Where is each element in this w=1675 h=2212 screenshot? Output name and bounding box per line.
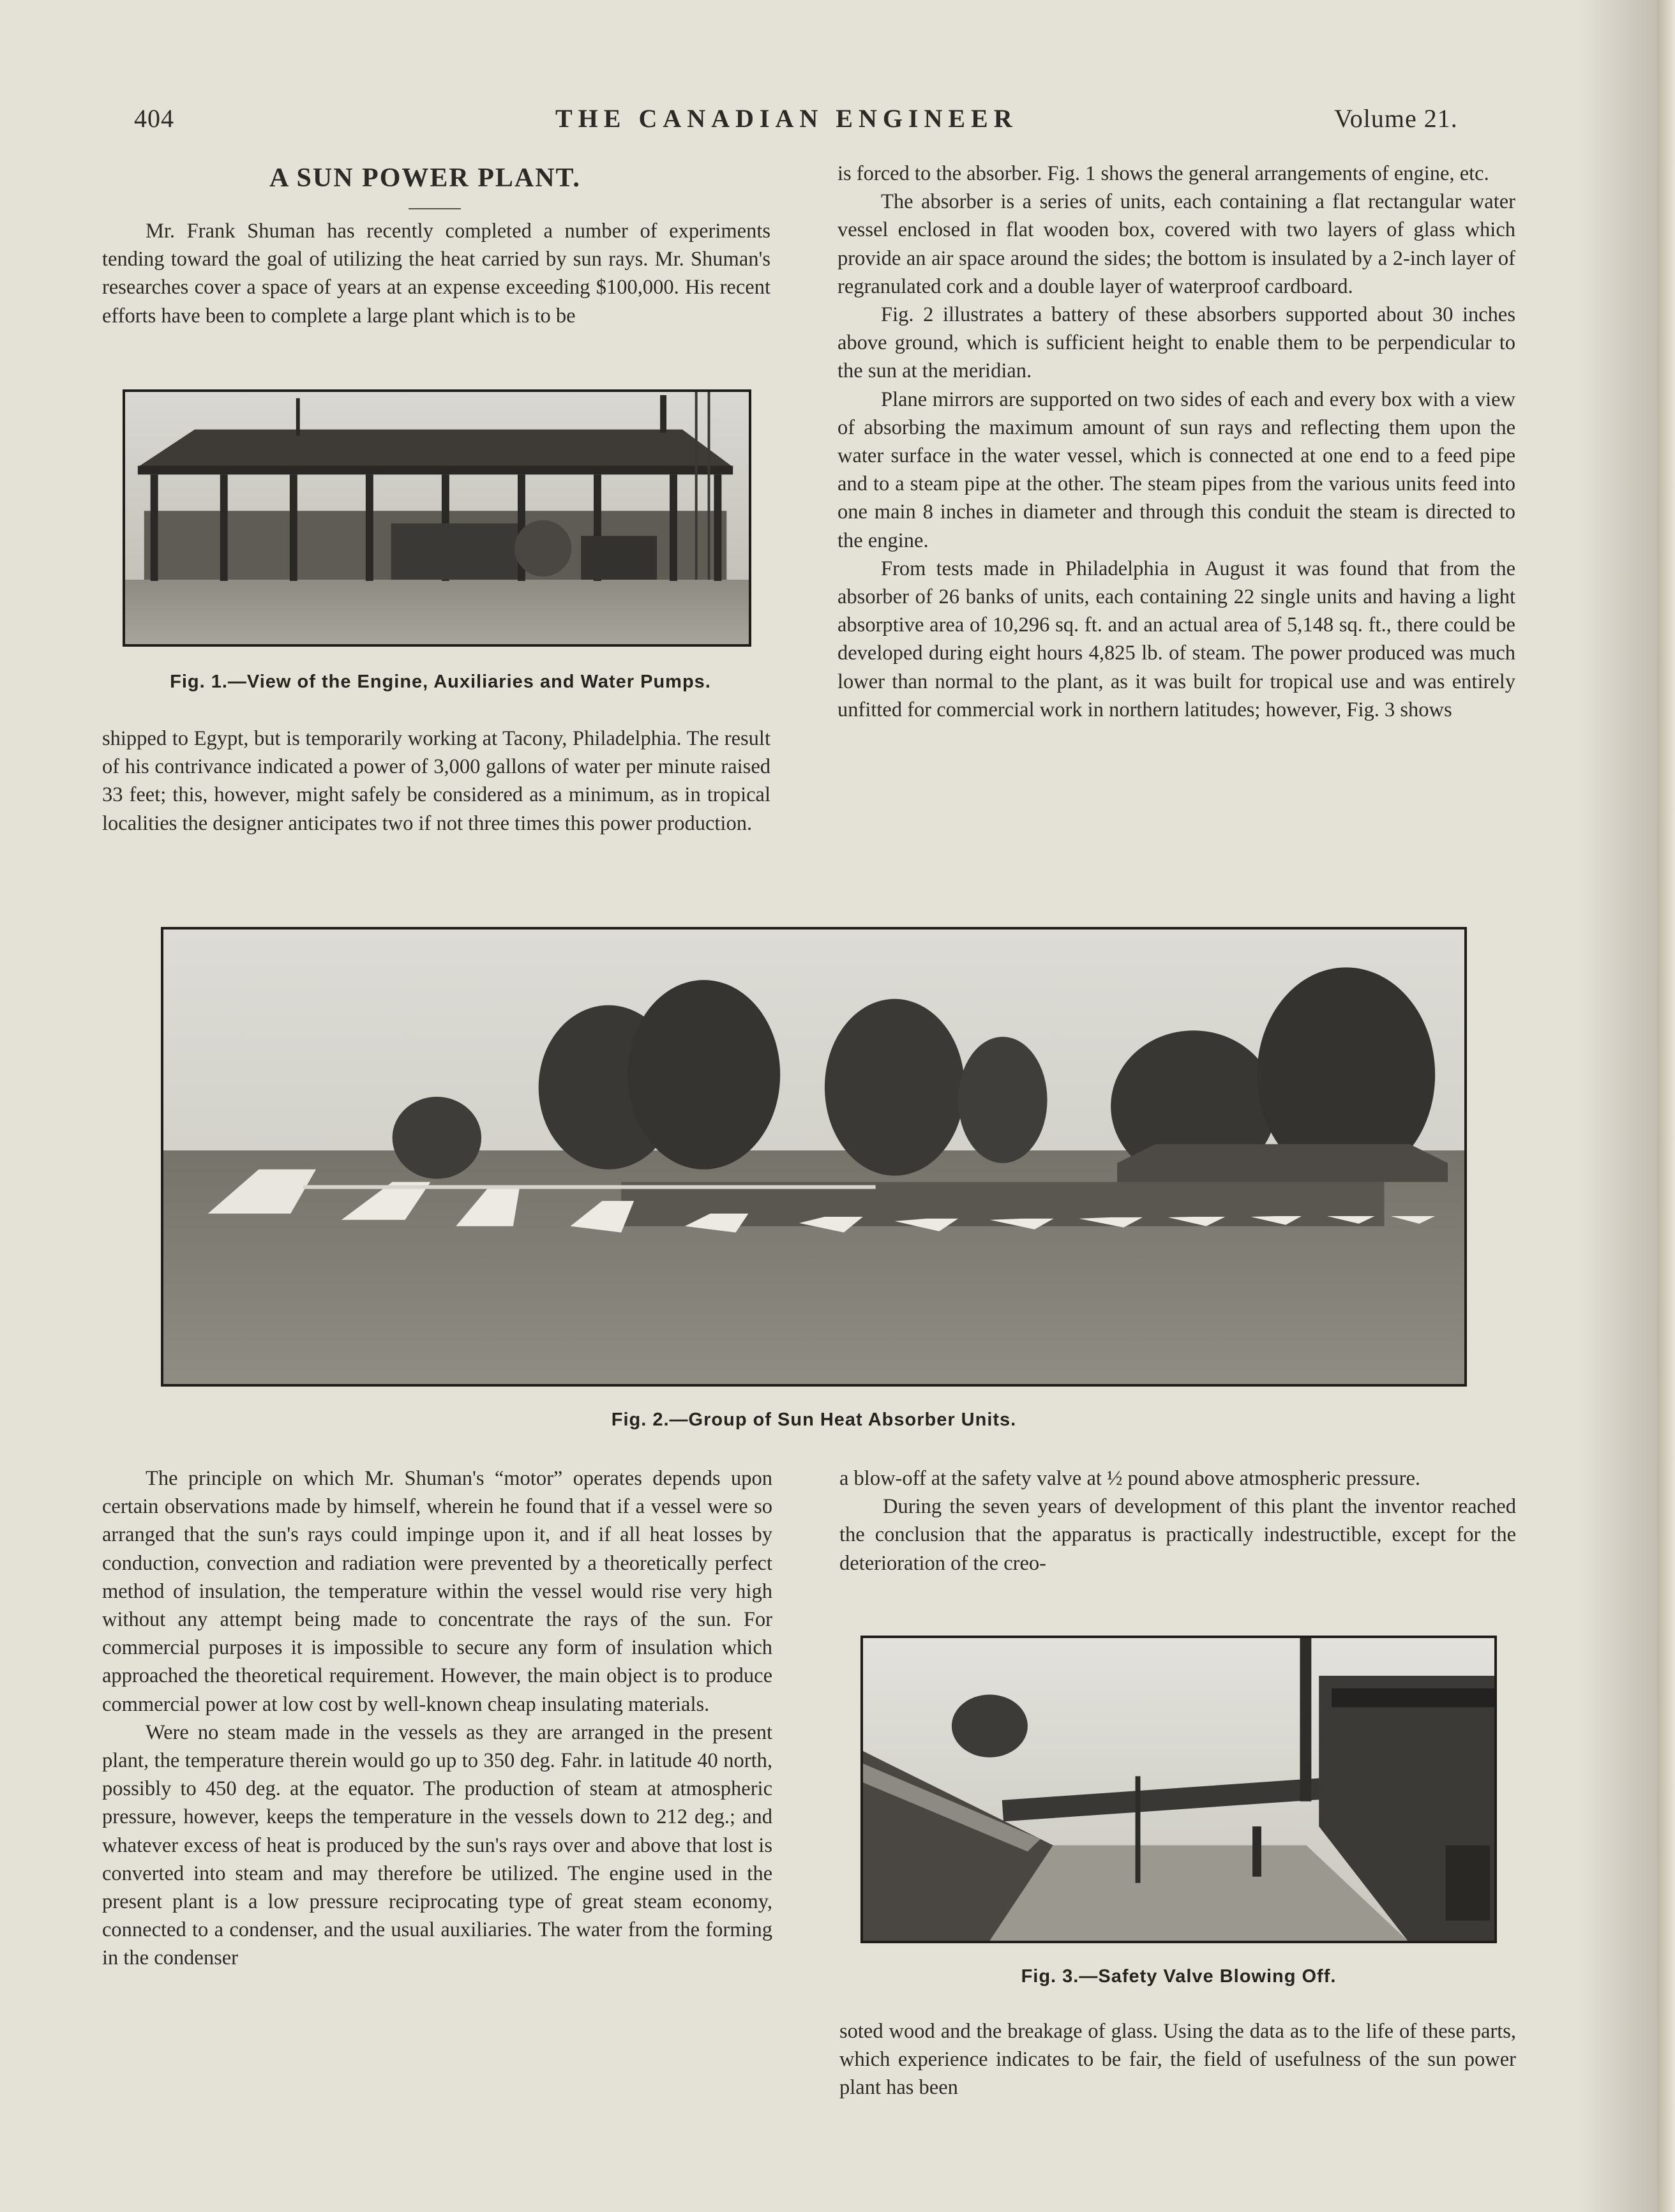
right-column-top <box>838 160 1515 724</box>
fig2-photo <box>161 927 1467 1387</box>
paragraph: The principle on which Mr. Shuman's “motor” operates depends upon certain observations made by himself, wherein he found that if a vessel were so arranged that the sun's rays could impinge upon it, and if all heat losses by conduction, convection and radiation were prevented by a theoretically perfect method of insulation, the temperature within the vessel would rise very high without any attempt being made to concentrate the rays of the sun. For commercial purposes it is impossible to secure any form of insulation which approached the theoretical requirement. However, the main object is to produce commercial power at low cost by well-known cheap insulating materials. <box>102 1467 772 1716</box>
paragraph: is forced to the absorber. Fig. 1 shows the general arrangements of engine, etc. <box>838 162 1489 185</box>
title-rule <box>409 208 461 209</box>
right-column-bottom <box>839 2017 1516 2102</box>
paragraph: Mr. Frank Shuman has recently completed a number of experiments tending toward the goal of utilizing the heat carried by sun rays. Mr. Shuman's researches cover a space of years at an expense exceeding $100,000. His recent efforts have been to complete a large plant which is to be <box>102 220 770 327</box>
right-column-middle <box>839 1464 1516 1577</box>
absorber-units-image <box>163 929 1464 1384</box>
page-number: 404 <box>134 104 174 133</box>
paragraph: Were no steam made in the vessels as they are arranged in the present plant, the temperature therein would go up to 350 deg. Fahr. in latitude 40 north, possibly to 450 deg. at the equator. The production of steam at atmospheric pressure, however, keeps the temperature in the vessels down to 212 deg.; and whatever excess of heat is produced by the sun's rays over and above that lost is converted into steam and may therefore be utilized. The engine used in the present plant is a low pressure reciprocating type of great steam economy, connected to a condenser, and the usual auxiliaries. The water from the forming in the condenser <box>102 1720 772 1970</box>
paragraph: From tests made in Philadelphia in August it was found that from the absorber of 26 banks of units, each containing 22 single units and having a light absorptive area of 10,296 sq. ft. and an actual area of 5,148 sq. ft., there could be developed during eight hours 4,825 lb. of steam. The power produced was much lower than normal to the plant, as it was built for tropical use and was entirely unfitted for commercial work in northern latitudes; however, Fig. 3 shows <box>838 557 1515 721</box>
paragraph: During the seven years of development of this plant the inventor reached the conclusion that the apparatus is practically indestructible, except for the deterioration of the creo- <box>839 1495 1516 1575</box>
left-column-middle <box>102 725 770 838</box>
fig3-photo <box>860 1636 1497 1943</box>
volume-label: Volume 21. <box>1334 104 1458 133</box>
page-edge <box>1657 0 1675 2212</box>
engine-house-image <box>125 392 749 644</box>
paragraph: a blow-off at the safety valve at ½ pound above atmospheric pressure. <box>839 1467 1420 1490</box>
paragraph: shipped to Egypt, but is temporarily working at Tacony, Philadelphia. The result of his contrivance indicated a power of 3,000 gallons of water per minute raised 33 feet; this, however, might safely be considered as a minimum, as in tropical localities the designer anticipates two if not three times this power production. <box>102 727 770 835</box>
paragraph: The absorber is a series of units, each containing a flat rectangular water vessel enclosed in flat wooden box, covered with two layers of glass which provide an air space around the sides; the bottom is insulated by a 2-inch layer of regranulated cork and a double layer of waterproof cardboard. <box>838 190 1515 298</box>
fig3-caption: Fig. 3.—Safety Valve Blowing Off. <box>1021 1966 1337 1987</box>
left-column-top <box>102 217 770 330</box>
safety-valve-image <box>863 1638 1494 1941</box>
paragraph: Fig. 2 illustrates a battery of these absorbers supported about 30 inches above ground, which is sufficient height to enable them to be perpendicular to the sun at the meridian. <box>838 303 1515 383</box>
left-column-bottom <box>102 1464 772 1973</box>
fig1-caption: Fig. 1.—View of the Engine, Auxiliaries and Water Pumps. <box>170 672 711 692</box>
fig2-caption: Fig. 2.—Group of Sun Heat Absorber Units. <box>611 1410 1017 1430</box>
paragraph: Plane mirrors are supported on two sides of each and every box with a view of absorbing the maximum amount of sun rays and reflecting them upon the water surface in the water vessel, which is connected at one end to a feed pipe and to a steam pipe at the other. The steam pipes from the various units feed into one main 8 inches in diameter and through this conduit the steam is directed to the engine. <box>838 387 1515 552</box>
article-title: A SUN POWER PLANT. <box>269 163 581 193</box>
fig1-photo <box>123 389 751 647</box>
journal-title: THE CANADIAN ENGINEER <box>555 104 1018 133</box>
paragraph: soted wood and the breakage of glass. Using the data as to the life of these parts, which experience indicates to be fair, the field of usefulness of the sun power plant has been <box>839 2020 1516 2100</box>
